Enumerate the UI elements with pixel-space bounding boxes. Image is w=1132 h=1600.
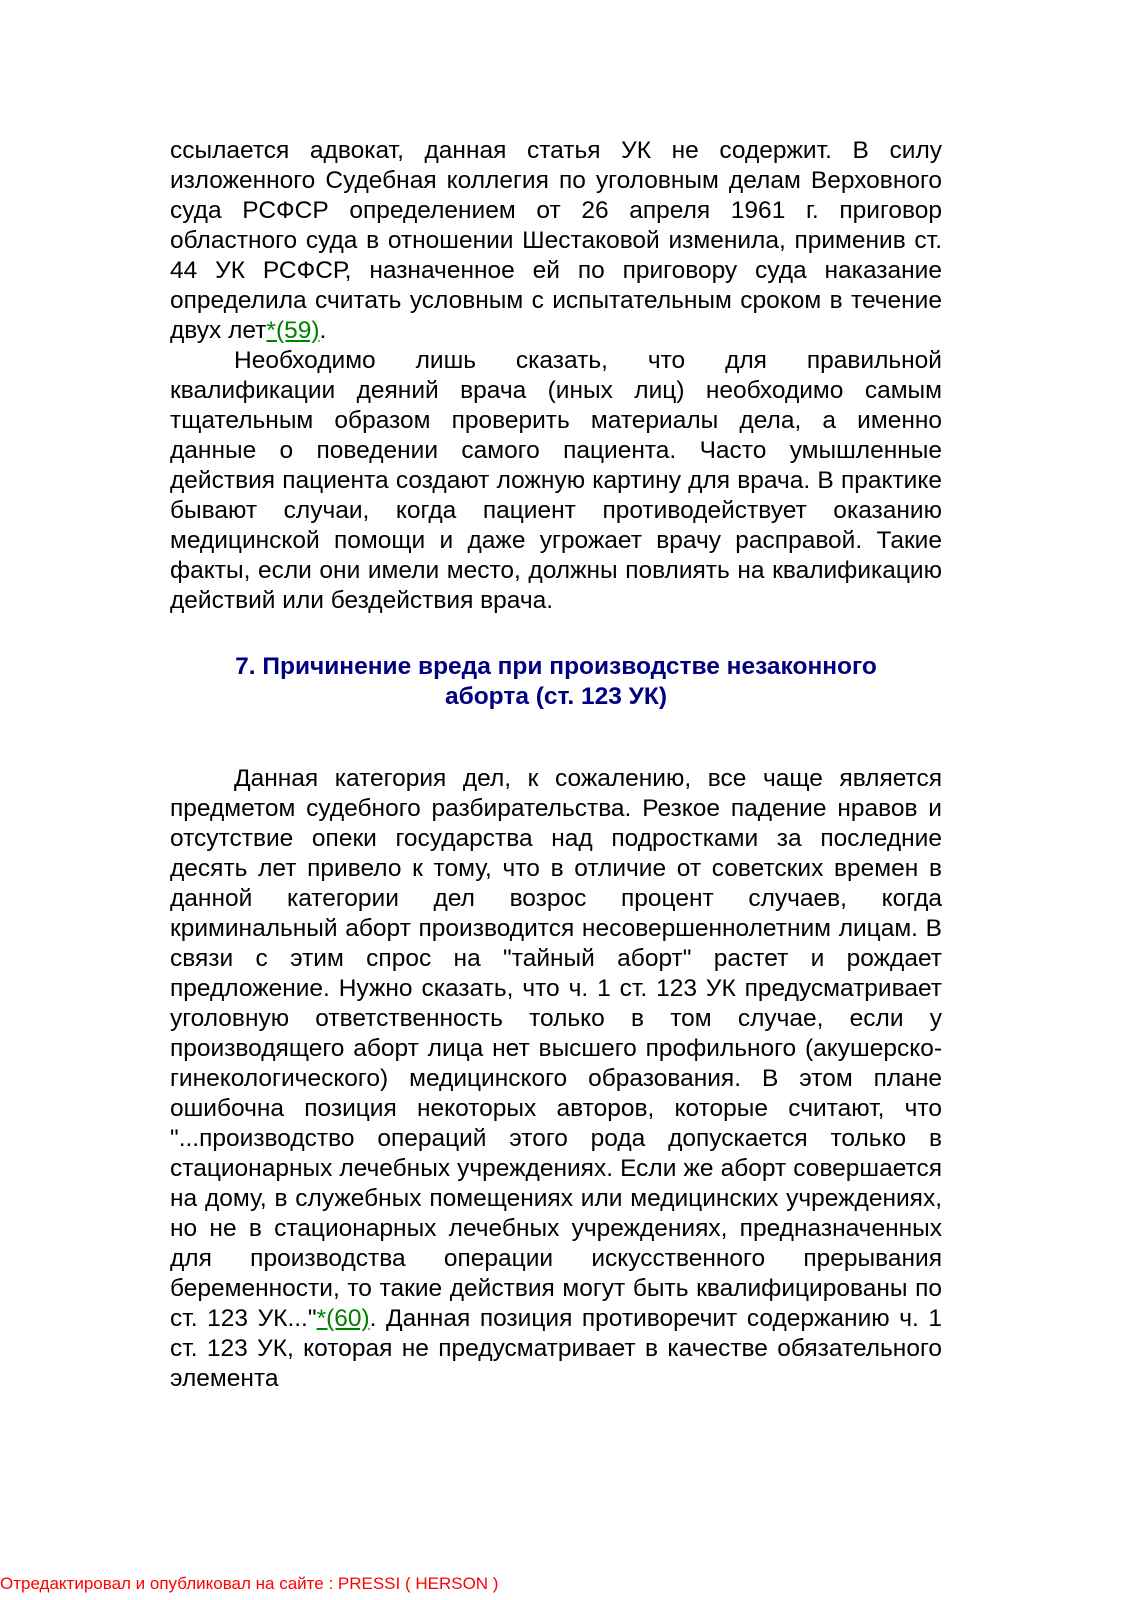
paragraph-text: Данная категория дел, к сожалению, все чаще является предметом судебного разбирательства. Резкое падение нравов и отсутствие опеки государства над подростками за последние десять лет привело к тому, что в отличие от советских времен в данной категории дел возрос процент случаев, когда криминальный аборт производится несовершеннолетним лицам. В связи с этим спрос на "тайный аборт" растет и рождает предложение. Нужно сказать, что ч. 1 ст. 123 УК предусматривает уголовную ответственность только в том случае, если у производящего аборт лица нет высшего профильного (акушерско-гинекологического) медицинского образования. В этом плане ошибочна позиция некоторых авторов, которые считают, что "...производство операций этого рода допускается только в стационарных лечебных учреждениях. Если же аборт совершается на дому, в служебных помещениях или медицинских учреждениях, но не в стационарных лечебных учреждениях, предназначенных для производства операции искусственного прерывания беременности, то такие действия могут быть квалифицированы по ст. 123 УК..." [170,765,942,1332]
section-heading [170,652,942,712]
footnote-link-60[interactable]: *(60) [316,1305,370,1332]
paragraph-abortion-cases [170,764,942,1394]
paragraph-tail: . Данная позиция противоречит содержанию ч. 1 ст. 123 УК, которая не предусматривает в качестве обязательного элемента [170,1305,942,1392]
paragraph-text: ссылается адвокат, данная статья УК не содержит. В силу изложенного Судебная коллегия по уголовным делам Верховного суда РСФСР определением от 26 апреля 1961 г. приговор областного суда в отношении Шестаковой изменила, применив ст. 44 УК РСФСР, назначенное ей по приговору суда наказание определила считать условным с испытательным сроком в течение двух лет [170,137,942,344]
section-heading-line-2: аборта (ст. 123 УК) [444,683,668,710]
paragraph-tail: . [319,317,327,344]
publisher-footer: Отредактировал и опубликовал на сайте : PRESSI ( HERSON ) [0,1574,499,1593]
footnote-link-59[interactable]: *(59) [266,317,320,344]
paragraph-text: Необходимо лишь сказать, что для правильной квалификации деяний врача (иных лиц) необходимо самым тщательным образом проверить материалы дела, а именно данные о поведении самого пациента. Часто умышленные действия пациента создают ложную картину для врача. В практике бывают случаи, когда пациент противодействует оказанию медицинской помощи и даже угрожает врачу расправой. Такие факты, если они имели место, должны повлиять на квалификацию действий или бездействия врача. [170,347,942,614]
section-heading-line-1: 7. Причинение вреда при производстве незаконного [235,653,877,680]
paragraph-continuation [170,136,942,346]
paragraph-qualification [170,346,942,616]
document-body [170,136,942,1394]
